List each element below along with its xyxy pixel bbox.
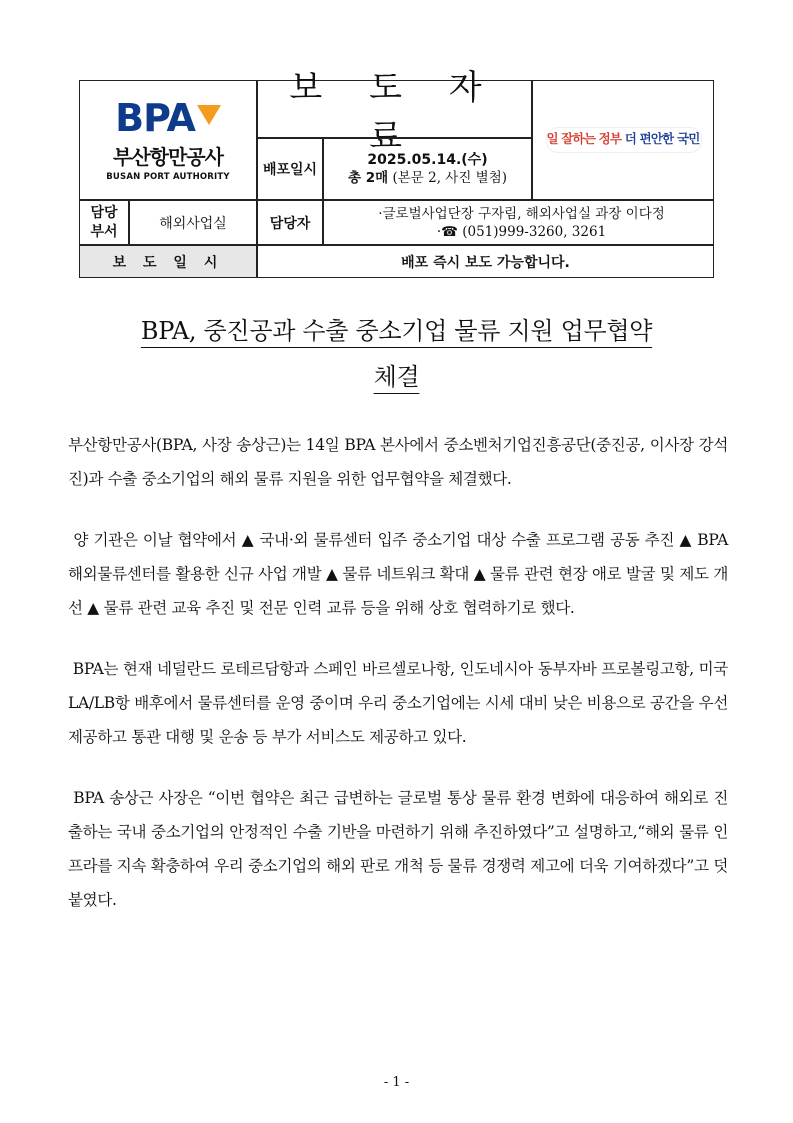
manager-names: ·글로벌사업단장 구자림, 해외사업실 과장 이다정: [378, 205, 665, 222]
manager-phone: ·☎ (051)999-3260, 3261: [436, 223, 607, 240]
dept-value: 해외사업실: [129, 200, 257, 245]
press-header-table: [79, 68, 714, 278]
release-total: [348, 169, 507, 187]
embargo-label: 보 도 일 시: [79, 245, 257, 278]
org-name-en: BUSAN PORT AUTHORITY: [106, 171, 230, 182]
body-paragraph: BPA 송상근 사장은 “이번 협약은 최근 급변하는 글로벌 통상 물류 환경 변화에 대응하여 해외로 진출하는 국내 중소기업의 안정적인 수출 기반을 마련하기 위해 추진하였다”고 설명하고,“해외 물류 인프라를 지속 확충하여 우리 중소기업의 해외 판로 개척 등 물류 경쟁력 제고에 더욱 기여하겠다”고 덧붙였다.: [68, 789, 728, 909]
dept-label: [79, 200, 129, 245]
release-total-detail: (본문 2, 사진 별첨): [388, 170, 507, 186]
gov-slogan-part1: 일 잘하는 정부: [546, 131, 622, 146]
press-body: [68, 428, 733, 944]
release-total-prefix: 총 2매: [347, 170, 389, 186]
manager-label: 담당자: [257, 200, 323, 245]
page-number: - 1 -: [383, 1075, 410, 1090]
headline: [79, 308, 714, 400]
manager-value: [323, 200, 714, 245]
headline-line1: BPA, 중진공과 수출 중소기업 물류 지원 업무협약: [140, 317, 653, 345]
org-name-ko: 부산항만공사: [113, 144, 223, 169]
release-date-value: [323, 138, 532, 200]
dept-label-line2: 부서: [90, 223, 118, 240]
gov-slogan-part2: 더 편안한 국민: [624, 131, 700, 146]
bpa-logo-text: BPA: [115, 95, 195, 140]
body-paragraph: BPA는 현재 네덜란드 로테르담항과 스페인 바르셀로나항, 인도네시아 동부자바 프로볼링고항, 미국 LA/LB항 배후에서 물류센터를 운영 중이며 우리 중소기업에는 시세 대비 낮은 비용으로 공간을 우선 제공하고 통관 대행 및 운송 등 부가 서비스도 제공하고 있다.: [68, 660, 733, 746]
bpa-triangle-icon: [197, 105, 221, 125]
release-date-label: 배포일시: [257, 138, 323, 200]
doc-type-title: 보 도 자 료: [257, 80, 532, 138]
body-paragraph: 양 기관은 이날 협약에서 ▲ 국내·외 물류센터 입주 중소기업 대상 수출 프로그램 공동 추진 ▲ BPA 해외물류센터를 활용한 신규 사업 개발 ▲ 물류 네트워크 확대 ▲ 물류 관련 현장 애로 발굴 및 제도 개선 ▲ 물류 관련 교육 추진 및 전문 인력 교류 등을 위해 상호 협력하기로 했다.: [68, 531, 733, 617]
headline-line2: 체결: [373, 363, 420, 391]
release-date: 2025.05.14.(수): [367, 152, 488, 168]
gov-slogan-badge: [532, 80, 714, 200]
body-paragraph: 부산항만공사(BPA, 사장 송상근)는 14일 BPA 본사에서 중소벤처기업진흥공단(중진공, 이사장 강석진)과 수출 중소기업의 해외 물류 지원을 위한 업무협약을 체결했다.: [68, 436, 728, 488]
embargo-value: 배포 즉시 보도 가능합니다.: [257, 245, 714, 278]
bpa-logo: [79, 80, 257, 200]
dept-label-line1: 담당: [90, 204, 118, 221]
